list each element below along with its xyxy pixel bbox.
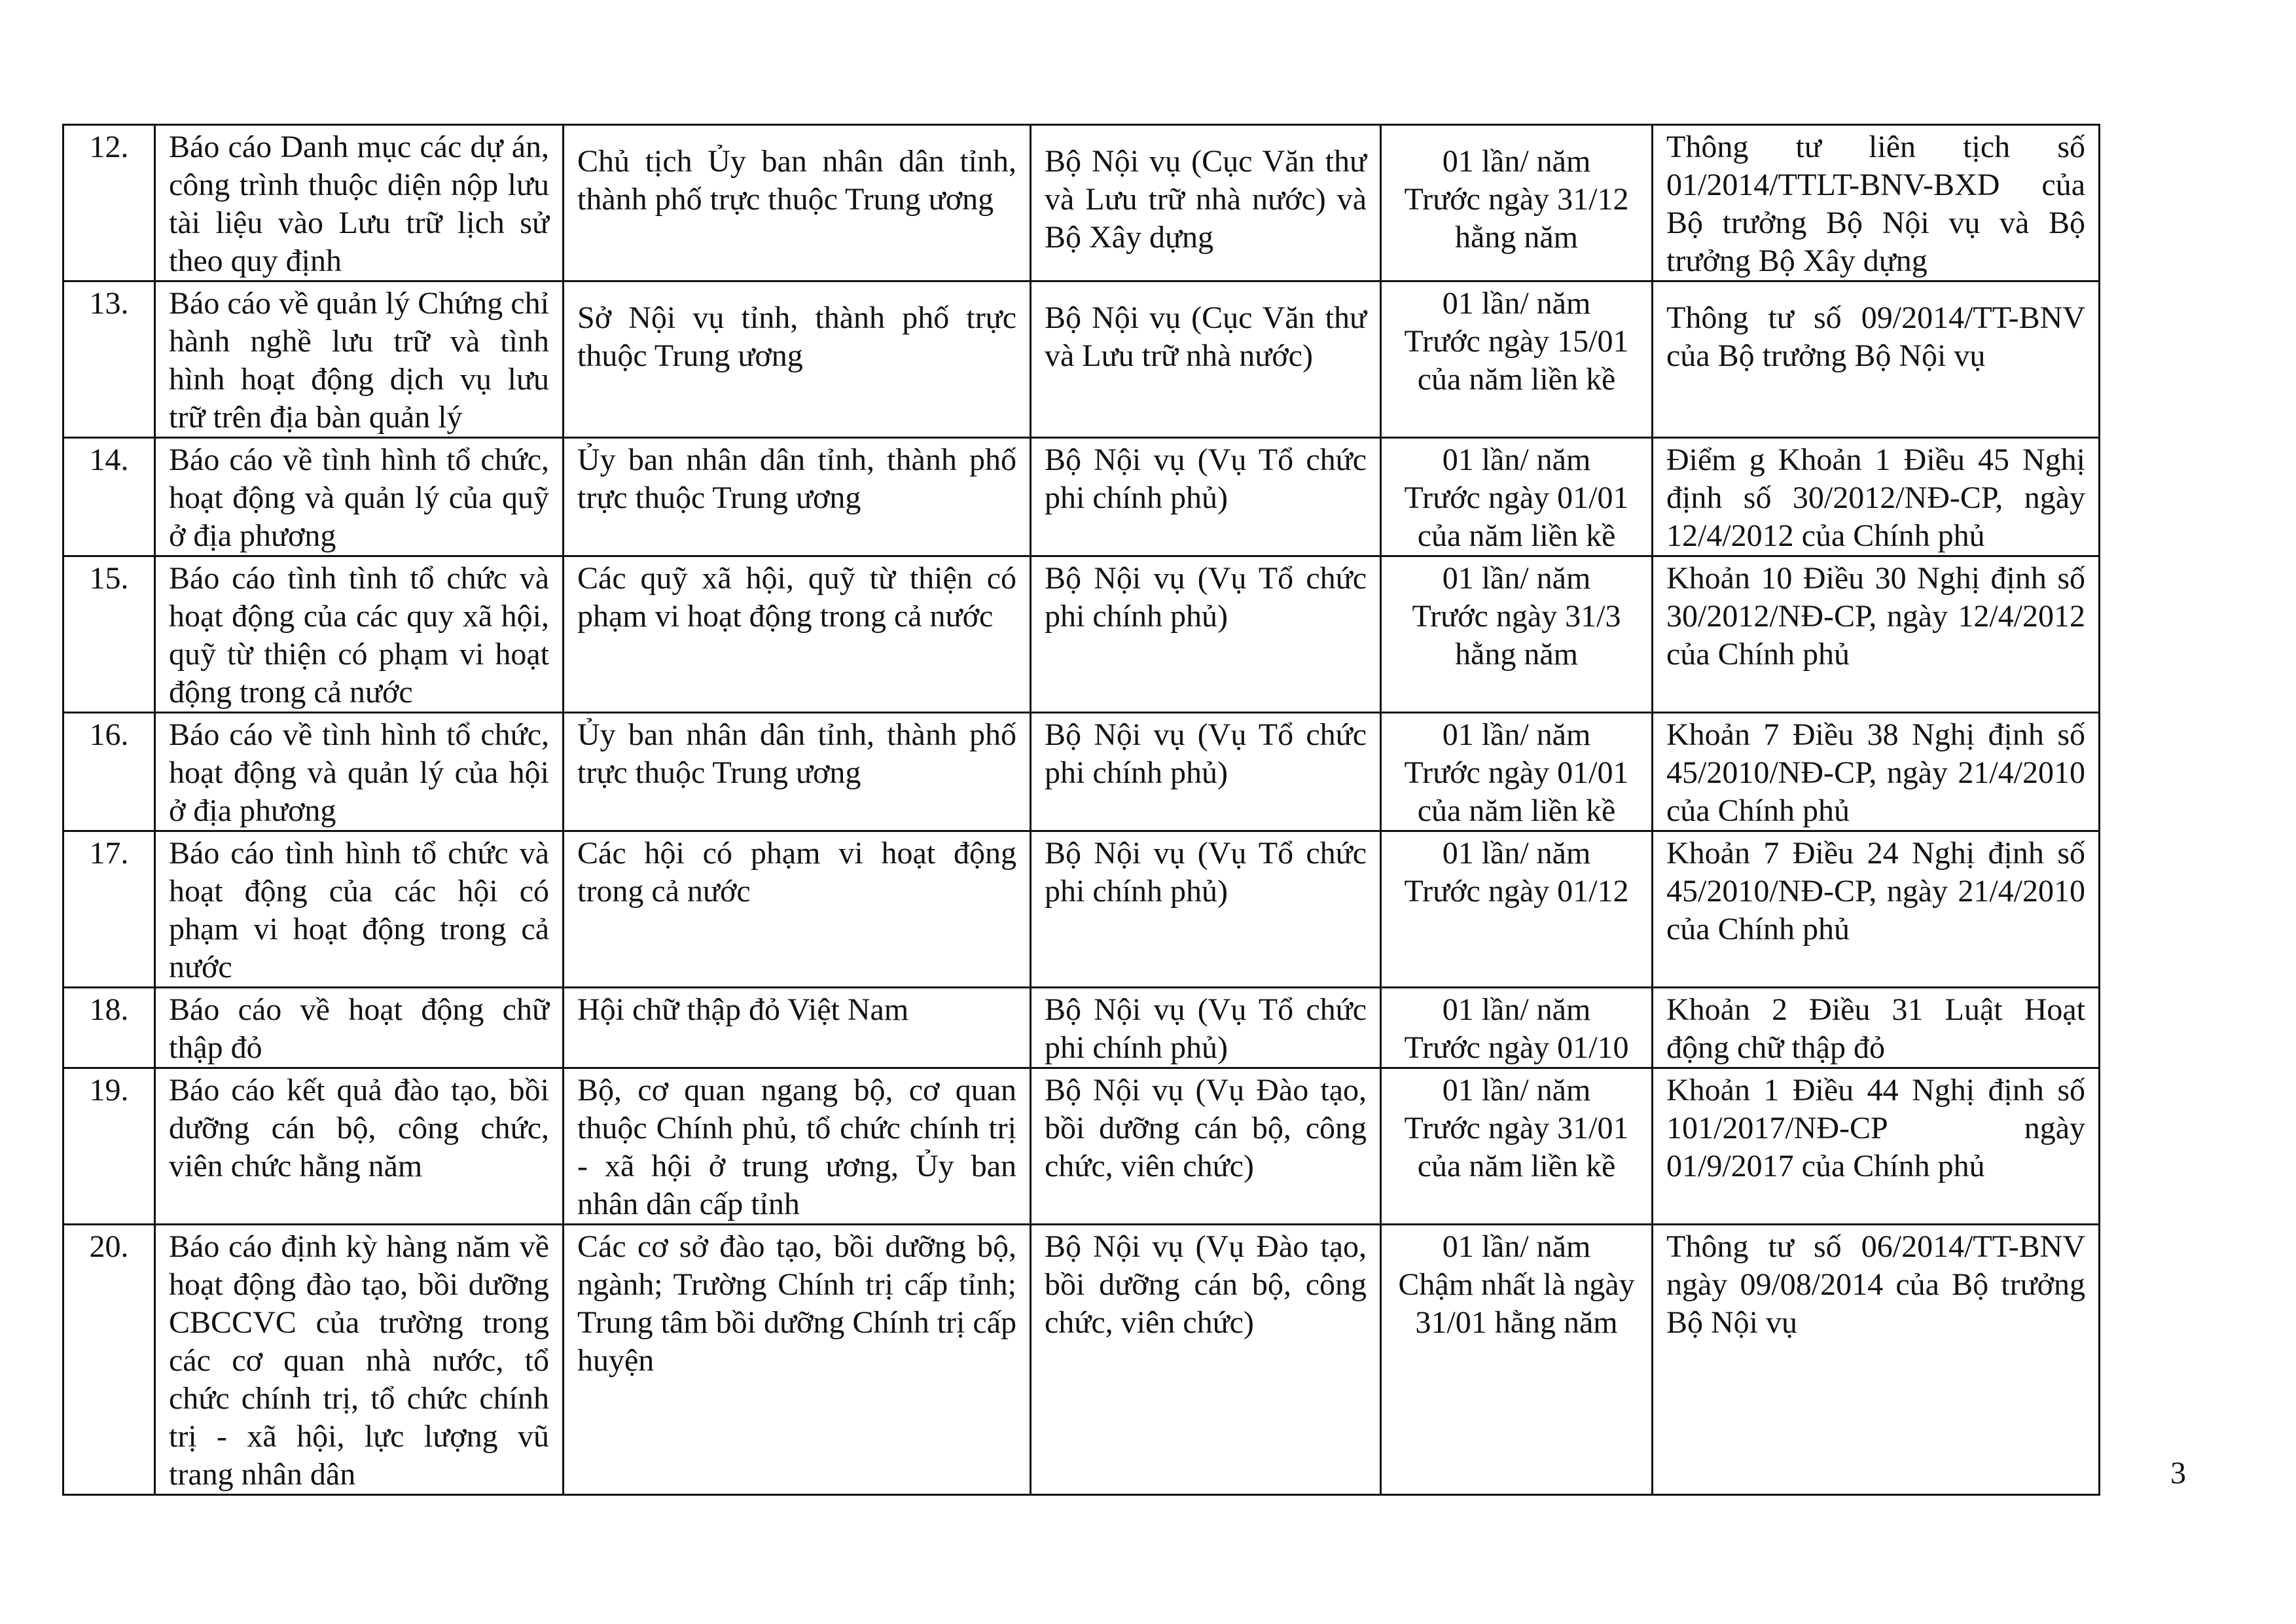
reporting-unit-cell: Sở Nội vụ tỉnh, thành phố trực thuộc Trung ương <box>564 281 1031 438</box>
frequency-cell <box>1381 281 1653 438</box>
deadline-text: Trước ngày 31/3 hằng năm <box>1412 599 1621 672</box>
deadline-text: Trước ngày 01/12 <box>1404 874 1629 909</box>
table-row <box>63 438 2100 556</box>
frequency-cell <box>1381 125 1653 281</box>
row-number-cell: 20. <box>63 1225 155 1495</box>
report-name-cell: Báo cáo tình hình tổ chức và hoạt động của các hội có phạm vi hoạt động trong cả nước <box>155 831 564 988</box>
row-number-cell: 19. <box>63 1068 155 1225</box>
receiving-agency-cell: Bộ Nội vụ (Vụ Tổ chức phi chính phủ) <box>1031 988 1381 1068</box>
table-row <box>63 1225 2100 1495</box>
frequency-text: 01 lần/ năm <box>1442 717 1591 752</box>
deadline-text: Trước ngày 01/01 của năm liền kề <box>1404 480 1629 553</box>
legal-basis-cell: Điểm g Khoản 1 Điều 45 Nghị định số 30/2012/NĐ-CP, ngày 12/4/2012 của Chính phủ <box>1653 438 2100 556</box>
report-name-cell: Báo cáo tình tình tổ chức và hoạt động của các quy xã hội, quỹ từ thiện có phạm vi hoạt động trong cả nước <box>155 556 564 713</box>
deadline-text: Chậm nhất là ngày 31/01 hằng năm <box>1398 1267 1635 1340</box>
legal-basis-cell: Khoản 7 Điều 24 Nghị định số 45/2010/NĐ-CP, ngày 21/4/2010 của Chính phủ <box>1653 831 2100 988</box>
page-number: 3 <box>2170 1456 2186 1490</box>
frequency-text: 01 lần/ năm <box>1442 992 1591 1027</box>
deadline-text: Trước ngày 31/12 hằng năm <box>1404 182 1629 255</box>
receiving-agency-cell: Bộ Nội vụ (Cục Văn thư và Lưu trữ nhà nước) và Bộ Xây dựng <box>1031 125 1381 281</box>
row-number-cell: 13. <box>63 281 155 438</box>
legal-basis-cell: Khoản 1 Điều 44 Nghị định số 101/2017/NĐ-CP ngày 01/9/2017 của Chính phủ <box>1653 1068 2100 1225</box>
frequency-cell <box>1381 1068 1653 1225</box>
row-number-cell: 12. <box>63 125 155 281</box>
legal-basis-cell: Khoản 10 Điều 30 Nghị định số 30/2012/NĐ-CP, ngày 12/4/2012 của Chính phủ <box>1653 556 2100 713</box>
reporting-unit-cell: Ủy ban nhân dân tỉnh, thành phố trực thuộc Trung ương <box>564 438 1031 556</box>
reporting-unit-cell: Các quỹ xã hội, quỹ từ thiện có phạm vi hoạt động trong cả nước <box>564 556 1031 713</box>
report-name-cell: Báo cáo về tình hình tổ chức, hoạt động và quản lý của hội ở địa phương <box>155 713 564 831</box>
frequency-cell <box>1381 988 1653 1068</box>
frequency-cell <box>1381 438 1653 556</box>
reporting-unit-cell: Các hội có phạm vi hoạt động trong cả nước <box>564 831 1031 988</box>
receiving-agency-cell: Bộ Nội vụ (Cục Văn thư và Lưu trữ nhà nước) <box>1031 281 1381 438</box>
frequency-text: 01 lần/ năm <box>1442 561 1591 596</box>
frequency-text: 01 lần/ năm <box>1442 442 1591 477</box>
frequency-cell <box>1381 556 1653 713</box>
table-row <box>63 831 2100 988</box>
reporting-unit-cell: Hội chữ thập đỏ Việt Nam <box>564 988 1031 1068</box>
table-row <box>63 556 2100 713</box>
receiving-agency-cell: Bộ Nội vụ (Vụ Tổ chức phi chính phủ) <box>1031 438 1381 556</box>
legal-basis-cell: Thông tư số 09/2014/TT-BNV của Bộ trưởng Bộ Nội vụ <box>1653 281 2100 438</box>
legal-basis-cell: Khoản 2 Điều 31 Luật Hoạt động chữ thập đỏ <box>1653 988 2100 1068</box>
receiving-agency-cell: Bộ Nội vụ (Vụ Tổ chức phi chính phủ) <box>1031 556 1381 713</box>
frequency-cell <box>1381 713 1653 831</box>
frequency-text: 01 lần/ năm <box>1442 144 1591 179</box>
receiving-agency-cell: Bộ Nội vụ (Vụ Đào tạo, bồi dưỡng cán bộ, công chức, viên chức) <box>1031 1225 1381 1495</box>
table-row <box>63 281 2100 438</box>
receiving-agency-cell: Bộ Nội vụ (Vụ Đào tạo, bồi dưỡng cán bộ, công chức, viên chức) <box>1031 1068 1381 1225</box>
legal-basis-cell: Thông tư liên tịch số 01/2014/TTLT-BNV-BXD của Bộ trưởng Bộ Nội vụ và Bộ trưởng Bộ Xây dựng <box>1653 125 2100 281</box>
deadline-text: Trước ngày 01/01 của năm liền kề <box>1404 755 1629 828</box>
report-name-cell: Báo cáo kết quả đào tạo, bồi dưỡng cán bộ, công chức, viên chức hằng năm <box>155 1068 564 1225</box>
legal-basis-cell: Khoản 7 Điều 38 Nghị định số 45/2010/NĐ-CP, ngày 21/4/2010 của Chính phủ <box>1653 713 2100 831</box>
frequency-text: 01 lần/ năm <box>1442 1229 1591 1264</box>
table-row <box>63 713 2100 831</box>
frequency-text: 01 lần/ năm <box>1442 1073 1591 1108</box>
receiving-agency-cell: Bộ Nội vụ (Vụ Tổ chức phi chính phủ) <box>1031 713 1381 831</box>
report-name-cell: Báo cáo về hoạt động chữ thập đỏ <box>155 988 564 1068</box>
frequency-text: 01 lần/ năm <box>1442 836 1591 871</box>
reporting-unit-cell: Các cơ sở đào tạo, bồi dưỡng bộ, ngành; Trường Chính trị cấp tỉnh; Trung tâm bồi dưỡng Chính trị cấp huyện <box>564 1225 1031 1495</box>
receiving-agency-cell: Bộ Nội vụ (Vụ Tổ chức phi chính phủ) <box>1031 831 1381 988</box>
row-number-cell: 16. <box>63 713 155 831</box>
legal-basis-cell: Thông tư số 06/2014/TT-BNV ngày 09/08/2014 của Bộ trưởng Bộ Nội vụ <box>1653 1225 2100 1495</box>
reporting-unit-cell: Chủ tịch Ủy ban nhân dân tỉnh, thành phố trực thuộc Trung ương <box>564 125 1031 281</box>
report-name-cell: Báo cáo về tình hình tổ chức, hoạt động và quản lý của quỹ ở địa phương <box>155 438 564 556</box>
deadline-text: Trước ngày 01/10 <box>1404 1030 1629 1065</box>
row-number-cell: 14. <box>63 438 155 556</box>
row-number-cell: 15. <box>63 556 155 713</box>
table-row <box>63 125 2100 281</box>
frequency-text: 01 lần/ năm <box>1442 286 1591 321</box>
report-name-cell: Báo cáo về quản lý Chứng chỉ hành nghề lưu trữ và tình hình hoạt động dịch vụ lưu trữ trên địa bàn quản lý <box>155 281 564 438</box>
reporting-unit-cell: Bộ, cơ quan ngang bộ, cơ quan thuộc Chính phủ, tổ chức chính trị - xã hội ở trung ương, Ủy ban nhân dân cấp tỉnh <box>564 1068 1031 1225</box>
table-row <box>63 988 2100 1068</box>
row-number-cell: 18. <box>63 988 155 1068</box>
row-number-cell: 17. <box>63 831 155 988</box>
table-row <box>63 1068 2100 1225</box>
deadline-text: Trước ngày 15/01 của năm liền kề <box>1404 324 1629 397</box>
frequency-cell <box>1381 831 1653 988</box>
deadline-text: Trước ngày 31/01 của năm liền kề <box>1404 1111 1629 1183</box>
report-name-cell: Báo cáo Danh mục các dự án, công trình thuộc diện nộp lưu tài liệu vào Lưu trữ lịch sử theo quy định <box>155 125 564 281</box>
frequency-cell <box>1381 1225 1653 1495</box>
report-table <box>62 124 2100 1496</box>
report-name-cell: Báo cáo định kỳ hàng năm về hoạt động đào tạo, bồi dưỡng CBCCVC của trường trong các cơ quan nhà nước, tổ chức chính trị, tổ chức chính trị - xã hội, lực lượng vũ trang nhân dân <box>155 1225 564 1495</box>
reporting-unit-cell: Ủy ban nhân dân tỉnh, thành phố trực thuộc Trung ương <box>564 713 1031 831</box>
